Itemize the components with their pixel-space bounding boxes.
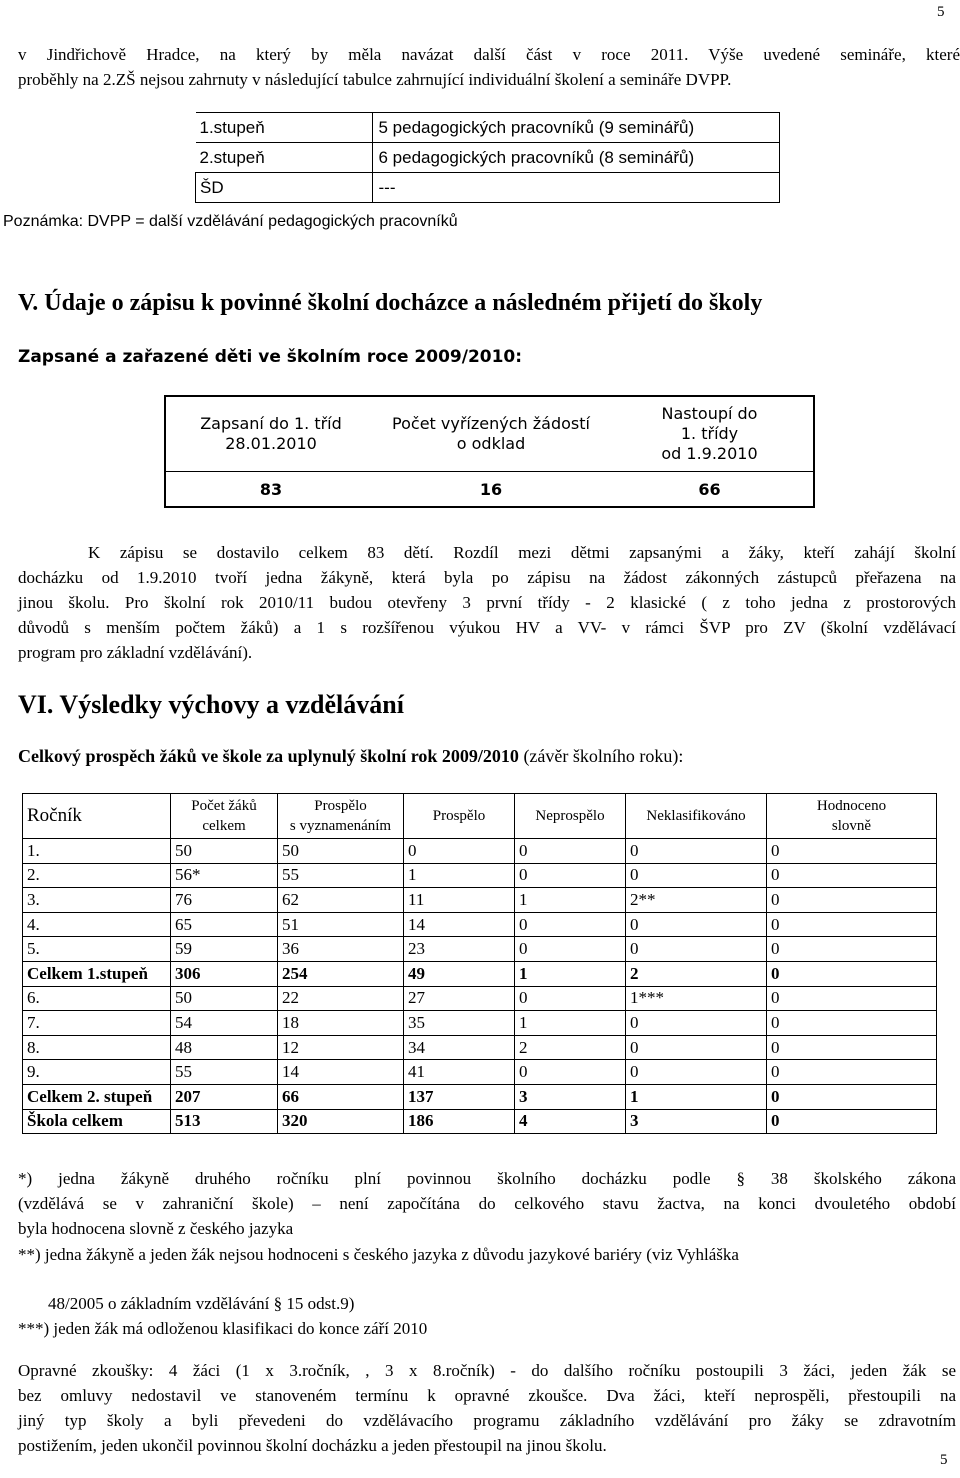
table-row (23, 1011, 937, 1036)
value-cell: 207 (171, 1084, 278, 1109)
value-cell: 55 (171, 1060, 278, 1085)
value-cell: 50 (171, 839, 278, 864)
paragraph-line: důvodů s menším počtem žáků) a 1 s rozšířenou výukou HV a VV- v rámci ŠVP pro ZV (školní vzdělávací (18, 618, 956, 637)
value-cell: 0 (626, 1035, 767, 1060)
value-cell: 0 (767, 1060, 937, 1085)
value-cell: 513 (171, 1109, 278, 1134)
header-cell (165, 396, 376, 472)
grade-cell: 4. (23, 912, 171, 937)
table-row (23, 1035, 937, 1060)
header-cell (278, 794, 404, 839)
table-total-row (23, 961, 937, 986)
footnote-line: (vzdělává se v zahraniční škole) – není započítána do celkového stavu žactva, na konci dvouletého období (18, 1194, 956, 1213)
paragraph-line: jinou školu. Pro školní rok 2010/11 budou otevřeny 3 první třídy - 2 klasické ( z toho jedna z prostorových (18, 593, 956, 612)
results-subtitle-bold: Celkový prospěch žáků ve škole za uplynulý školní rok 2009/2010 (18, 746, 519, 766)
section-title: V. Údaje o zápisu k povinné školní docházce a následném přijetí do školy (18, 290, 763, 316)
value-cell: 0 (767, 1035, 937, 1060)
value-cell: 0 (767, 1084, 937, 1109)
value-cell: 1 (404, 863, 515, 888)
grade-cell: 6. (23, 986, 171, 1011)
value-cell: 14 (278, 1060, 404, 1085)
value-cell: 48 (171, 1035, 278, 1060)
header-text: Neklasifikováno (646, 808, 746, 824)
table-row (23, 937, 937, 962)
value-cell: 0 (515, 937, 626, 962)
enroll-paragraph (18, 540, 956, 665)
header-cell (767, 794, 937, 839)
footnote-line: byla hodnocena slovně z českého jazyka (18, 1219, 294, 1238)
training-note: Poznámka: DVPP = další vzdělávání pedagogických pracovníků (3, 213, 458, 230)
value-cell: 76 (171, 888, 278, 913)
value-cell: 51 (278, 912, 404, 937)
header-text: od 1.9.2010 (661, 444, 758, 463)
intro-line: v Jindřichově Hradce, na který by měla navázat další část v roce 2011. Výše uvedené semináře, které (18, 45, 960, 64)
value-cell: 2 (626, 961, 767, 986)
value-cell: 56* (171, 863, 278, 888)
header-text: Nastoupí do (661, 404, 758, 423)
value-cell: 0 (767, 888, 937, 913)
paragraph-line: bez omluvy nedostavil ve stanoveném termínu k opravné zkoušce. Dva žáci, kteří neprospěli, přestoupili na (18, 1386, 956, 1405)
header-text: Zapsaní do 1. tříd (200, 414, 342, 433)
header-text: celkem (202, 818, 246, 834)
value-cell: 66 (278, 1084, 404, 1109)
grade-cell: 2. (23, 863, 171, 888)
header-cell (515, 794, 626, 839)
grade-cell: 9. (23, 1060, 171, 1085)
footnote-line: ***) jeden žák má odloženou klasifikaci do konce září 2010 (18, 1319, 428, 1338)
results-subtitle (18, 746, 683, 767)
value-cell: 50 (171, 986, 278, 1011)
value-cell: 320 (278, 1109, 404, 1134)
grade-cell: Celkem 2. stupeň (23, 1084, 171, 1109)
value-cell: 0 (767, 839, 937, 864)
value-cell: 0 (767, 1011, 937, 1036)
value-cell: 0 (626, 1060, 767, 1085)
paragraph-line: Opravné zkoušky: 4 žáci (1 x 3.ročník, , 3 x 8.ročník) - do dalšího ročníku postoupili 3 žáci, jeden žák se (18, 1361, 956, 1380)
header-cell (376, 396, 606, 472)
value-cell: 0 (767, 986, 937, 1011)
retake-paragraph (18, 1358, 956, 1458)
value-cell: 0 (767, 912, 937, 937)
value-cell: 1 (515, 1011, 626, 1036)
intro-line: proběhly na 2.ZŠ nejsou zahrnuty v následující tabulce zahrnující individuální školení a semináře DVPP. (18, 70, 732, 89)
table-header-row (165, 396, 814, 472)
value-cell: 0 (515, 912, 626, 937)
table-row (165, 472, 814, 508)
value-cell: 65 (171, 912, 278, 937)
table-row (23, 839, 937, 864)
value-cell: 36 (278, 937, 404, 962)
value-cell: 254 (278, 961, 404, 986)
value-cell: 27 (404, 986, 515, 1011)
value-cell: 2** (626, 888, 767, 913)
value-cell: 306 (171, 961, 278, 986)
value-cell: 0 (404, 839, 515, 864)
training-level: 2.stupeň (196, 143, 373, 173)
table-row (23, 912, 937, 937)
table-row (23, 888, 937, 913)
paragraph-line: postižením, jeden ukončil povinnou školní docházku a jeden přestoupil na jinou školu. (18, 1436, 607, 1455)
value-cell: 0 (767, 961, 937, 986)
training-value: 6 pedagogických pracovníků (8 seminářů) (372, 143, 780, 173)
header-text: slovně (831, 818, 872, 834)
footnote-1 (18, 1166, 956, 1341)
table-total-row (23, 1109, 937, 1134)
value-cell: 35 (404, 1011, 515, 1036)
value-cell: 34 (404, 1035, 515, 1060)
value-cell: 18 (278, 1011, 404, 1036)
value-cell: 0 (515, 863, 626, 888)
value-cell: 3 (626, 1109, 767, 1134)
training-table (195, 112, 780, 203)
table-row (23, 986, 937, 1011)
intro-paragraph (18, 42, 960, 92)
header-text: 28.01.2010 (225, 434, 317, 453)
value-cell: 22 (278, 986, 404, 1011)
value-cell: 41 (404, 1060, 515, 1085)
results-table (22, 793, 937, 1134)
page-number-bottom: 5 (940, 1452, 948, 1468)
grade-cell: 5. (23, 937, 171, 962)
table-total-row (23, 1084, 937, 1109)
value-cell: 14 (404, 912, 515, 937)
value-cell: 0 (626, 839, 767, 864)
value-cell: 0 (515, 1060, 626, 1085)
paragraph-line: K zápisu se dostavilo celkem 83 dětí. Rozdíl mezi dětmi zapsanými a žáky, kteří zahájí školní (88, 543, 956, 562)
value-cell: 0 (626, 912, 767, 937)
value-cell: 50 (278, 839, 404, 864)
value-cell: 2 (515, 1035, 626, 1060)
value-cell: 55 (278, 863, 404, 888)
value-cell: 137 (404, 1084, 515, 1109)
table-header-row (23, 794, 937, 839)
header-cell (626, 794, 767, 839)
training-value: --- (372, 173, 780, 203)
training-value: 5 pedagogických pracovníků (9 seminářů) (372, 113, 780, 143)
header-text: Počet žáků (191, 798, 257, 814)
value-cell: 59 (171, 937, 278, 962)
training-level: ŠD (196, 173, 373, 203)
paragraph-line: docházku od 1.9.2010 tvoří jedna žákyně, která byla po zápisu na žádost zákonných zástupců přeřazena na (18, 568, 956, 587)
table-row (196, 143, 780, 173)
value-cell: 0 (626, 863, 767, 888)
value-cell: 49 (404, 961, 515, 986)
value-cell: 3 (515, 1084, 626, 1109)
page-number: 5 (937, 4, 945, 20)
enroll-subtitle: Zapsané a zařazené děti ve školním roce 2009/2010: (18, 347, 523, 367)
paragraph-line: program pro základní vzdělávání). (18, 643, 253, 662)
value-cell: 186 (404, 1109, 515, 1134)
enroll-value: 83 (259, 479, 283, 499)
table-row (196, 173, 780, 203)
header-cell (404, 794, 515, 839)
header-cell (606, 396, 814, 472)
results-subtitle-rest: (závěr školního roku): (518, 746, 684, 766)
section-title: VI. Výsledky výchovy a vzdělávání (18, 690, 404, 719)
header-text: Hodnoceno (816, 798, 887, 814)
footnote-line: 48/2005 o základním vzdělávání § 15 odst.9) (48, 1294, 355, 1313)
training-level: 1.stupeň (196, 113, 373, 143)
value-cell: 1*** (626, 986, 767, 1011)
table-row (23, 863, 937, 888)
value-cell: 0 (515, 986, 626, 1011)
table-row (23, 1060, 937, 1085)
header-cell (171, 794, 278, 839)
value-cell: 0 (767, 937, 937, 962)
table-row (196, 113, 780, 143)
enrollment-table (164, 395, 815, 508)
value-cell: 12 (278, 1035, 404, 1060)
header-text: Ročník (27, 805, 82, 826)
header-text: o odklad (456, 434, 526, 453)
header-text: Prospělo (314, 798, 367, 814)
paragraph-line: jiný typ školy a byli převedeni do vzdělávacího programu základního vzdělávání pro žáky se zdravotním (18, 1411, 956, 1430)
enroll-value: 66 (698, 479, 721, 499)
grade-cell: 3. (23, 888, 171, 913)
value-cell: 0 (626, 937, 767, 962)
header-text: 1. třídy (680, 424, 739, 443)
enroll-value: 16 (479, 479, 503, 499)
grade-cell: 7. (23, 1011, 171, 1036)
value-cell: 1 (515, 888, 626, 913)
footnote-line: *) jedna žákyně druhého ročníku plní povinnou školního docházku podle § 38 školského zákona (18, 1169, 956, 1188)
header-text: Prospělo (432, 808, 486, 824)
grade-cell: 1. (23, 839, 171, 864)
value-cell: 0 (767, 863, 937, 888)
value-cell: 0 (626, 1011, 767, 1036)
value-cell: 1 (626, 1084, 767, 1109)
value-cell: 1 (515, 961, 626, 986)
header-text: s vyznamenáním (289, 818, 392, 834)
value-cell: 23 (404, 937, 515, 962)
value-cell: 11 (404, 888, 515, 913)
value-cell: 54 (171, 1011, 278, 1036)
header-text: Neprospělo (535, 808, 605, 824)
grade-cell: Škola celkem (23, 1109, 171, 1134)
header-text: Počet vyřízených žádostí (392, 414, 590, 433)
grade-cell: Celkem 1.stupeň (23, 961, 171, 986)
value-cell: 0 (767, 1109, 937, 1134)
value-cell: 0 (515, 839, 626, 864)
value-cell: 4 (515, 1109, 626, 1134)
grade-cell: 8. (23, 1035, 171, 1060)
value-cell: 62 (278, 888, 404, 913)
footnote-line: **) jedna žákyně a jeden žák nejsou hodnoceni s českého jazyka z důvodu jazykové bariéry (viz Vyhláška (18, 1245, 739, 1264)
header-cell (23, 794, 171, 839)
